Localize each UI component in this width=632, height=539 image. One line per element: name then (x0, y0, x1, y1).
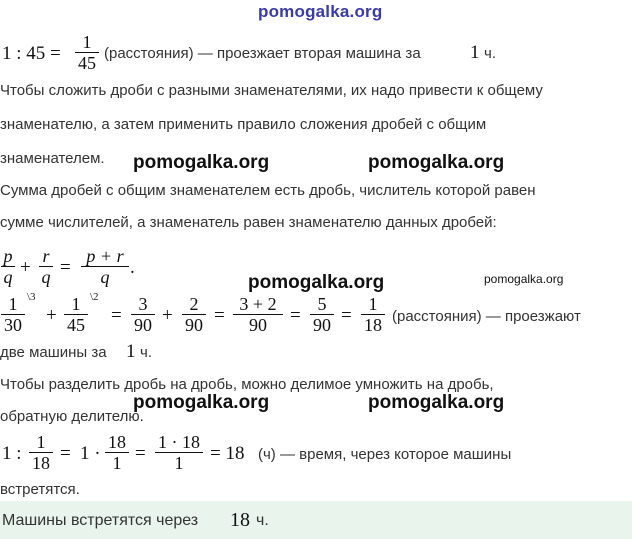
fraction-denominator: 90 (185, 315, 203, 335)
paragraph-2-line-2: сумме числителей, а знаменатель равен знаменателю данных дробей: (0, 214, 497, 231)
fraction-denominator: 18 (32, 453, 50, 473)
fraction-numerator: 1 (71, 294, 81, 314)
plus-sign: + (20, 257, 31, 278)
division-one: 1 : (2, 443, 22, 464)
fraction-1-30 (0, 294, 26, 335)
line1-one: 1 (470, 42, 480, 63)
line1-text: (расстояния) — проезжает вторая машина за (104, 45, 421, 62)
fraction-numerator: 1 · 18 (158, 432, 200, 452)
fraction-denominator: 90 (249, 315, 267, 335)
equals-sign: = (341, 305, 352, 326)
watermark-top: pomogalka.org (258, 2, 383, 21)
watermark-text: pomogalka.org (368, 392, 505, 413)
fraction-denominator: 90 (134, 315, 152, 335)
fraction-numerator: 1 (368, 294, 378, 314)
expr-ratio: 1 : 45 = (2, 43, 61, 64)
fraction-denominator: 1 (112, 453, 122, 473)
equals-sign: = (60, 443, 71, 464)
fraction-5-90 (309, 294, 335, 335)
fraction-18-1 (104, 432, 130, 473)
paragraph-3-line-2: обратную делителю. (0, 408, 144, 425)
division-result: = 18 (210, 443, 245, 464)
rule-fraction-r-q (38, 246, 54, 287)
watermark-text: pomogalka.org (133, 392, 270, 413)
paragraph-3-line-1: Чтобы разделить дробь на дробь, можно делимое умножить на дробь, (0, 376, 494, 393)
fraction-denominator: q (3, 267, 13, 287)
rule-fraction-p-q (0, 246, 16, 287)
multiplier-3: \3 (27, 291, 36, 303)
sum-text-line-2-a: две машины за (0, 344, 107, 361)
watermark-text: pomogalka.org (248, 272, 385, 293)
fraction-numerator: 1 (36, 432, 46, 452)
fraction-denominator: 90 (313, 315, 331, 335)
fraction-3plus2-90 (232, 294, 284, 335)
watermark-text: pomogalka.org (368, 152, 505, 173)
fraction-numerator: 3 (138, 294, 148, 314)
equals-sign: = (290, 305, 301, 326)
fraction-2-90 (181, 294, 207, 335)
fraction-3-90 (130, 294, 156, 335)
multiplier-2: \2 (90, 291, 99, 303)
fraction-denominator: 45 (78, 53, 96, 73)
watermark-small: pomogalka.org (484, 272, 564, 286)
equals-sign: = (135, 443, 146, 464)
rule-fraction-sum (80, 246, 130, 287)
fraction-numerator: r (42, 246, 50, 266)
paragraph-1-line-1: Чтобы сложить дроби с разными знаменателями, их надо привести к общему (0, 82, 543, 99)
period: . (130, 257, 135, 278)
fraction-denominator: q (100, 267, 110, 287)
fraction-numerator: 5 (317, 294, 327, 314)
fraction-numerator: 18 (108, 432, 126, 452)
fraction-1-18 (360, 294, 386, 335)
answer-value: 18 (230, 509, 250, 531)
fraction-denominator: 30 (4, 315, 22, 335)
sum-text-line-2-b: ч. (140, 344, 152, 361)
paragraph-2-line-1: Сумма дробей с общим знаменателем есть дробь, числитель которой равен (0, 182, 536, 199)
division-one-dot: 1 · (80, 443, 101, 464)
fraction-numerator: 1 (82, 32, 92, 52)
division-text-line-2: встретятся. (0, 481, 80, 498)
fraction-1-45 (63, 294, 89, 335)
watermark-text: pomogalka.org (133, 152, 270, 173)
answer-text-b: ч. (256, 512, 269, 529)
equals-sign: = (111, 305, 122, 326)
fraction-numerator: p + r (86, 246, 124, 266)
fraction-1-18 (28, 432, 54, 473)
fraction-1x18-1 (154, 432, 204, 473)
answer-text-a: Машины встретятся через (2, 512, 199, 529)
fraction-1-45 (74, 32, 100, 73)
equals-sign: = (214, 305, 225, 326)
division-text: (ч) — время, через которое машины (258, 446, 512, 463)
fraction-numerator: 1 (8, 294, 18, 314)
sum-text: (расстояния) — проезжают (392, 308, 581, 325)
fraction-numerator: p (3, 246, 13, 266)
fraction-denominator: 18 (364, 315, 382, 335)
paragraph-1-line-2: знаменателю, а затем применить правило сложения дробей с общим (0, 116, 487, 133)
fraction-denominator: q (41, 267, 51, 287)
fraction-denominator: 45 (67, 315, 85, 335)
fraction-numerator: 2 (189, 294, 199, 314)
fraction-numerator: 3 + 2 (239, 294, 277, 314)
line1-unit: ч. (484, 45, 496, 62)
sum-text-line-2-one: 1 (126, 341, 136, 362)
plus-sign: + (46, 305, 57, 326)
equals-sign: = (60, 257, 71, 278)
fraction-denominator: 1 (174, 453, 184, 473)
plus-sign: + (162, 305, 173, 326)
paragraph-1-line-3: знаменателем. (0, 150, 105, 167)
